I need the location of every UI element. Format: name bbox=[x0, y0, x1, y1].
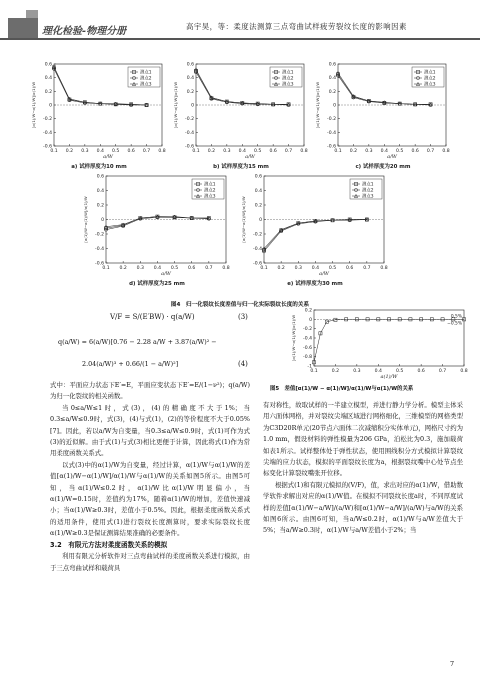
y-tick-label: -0.6 bbox=[43, 144, 52, 150]
y-tick-label: 0.2 bbox=[304, 308, 312, 314]
paragraph-figure5-analysis: 以式(3)中的α(1)/W为自变量，经过计算，α(1)/W与α(1)/W的差值[α(1)/W−α(1)/W]/α(1)/W与α(1)/W的关系如图5所示。由图5可知，当α(1)/W≤0.2时，α(1)/W比α(1)/W明显偏小，当α(1)/W=0.15时，差值约为17%，随着α(1)/W的增加，差值快速减小；当α(1)/W≥0.3时，差值小于0.5%。因此，根据柔度函数关系式的适用条件，使用式(1)进行裂纹长度测算时，要求实际裂纹长度α(1)/W≥0.3是保证测算结果准确的必要条件。 bbox=[50, 460, 250, 538]
y-tick-label: -0.6 bbox=[95, 261, 104, 267]
x-tick-label: 0.2 bbox=[331, 369, 340, 374]
y-tick-label: 0.2 bbox=[186, 89, 194, 95]
y-axis-label: [α(1)/W−α(1)/W]/α(1)/W bbox=[241, 196, 246, 243]
x-tick-label: 0.7 bbox=[205, 266, 213, 271]
paragraph-accuracy: 当0≤a/W≤1时，式(3)，(4)的精确度不大于1%；当0.3≤a/W≤0.9时，式(3)，(4)与式(1)，(2)的等价程度不大于0.05%[7]。因此，若以a/W为自变量，当0.3≤a/W≤0.9时，式(1)可作为式(3)的近似解。由于式(1)与式(3)相比更便于计算，因此将式(1)作为常用柔度函数关系式。 bbox=[50, 403, 250, 458]
series-line bbox=[264, 220, 367, 249]
x-tick-label: 0.1 bbox=[102, 266, 110, 271]
x-tick-label: 0.1 bbox=[50, 149, 58, 154]
y-tick-label: 0 bbox=[101, 218, 104, 223]
x-axis-label: a/W bbox=[245, 154, 255, 160]
x-tick-label: 0.4 bbox=[153, 266, 162, 271]
y-tick-label: 0.6 bbox=[254, 174, 262, 180]
x-tick-label: 0.4 bbox=[311, 266, 320, 271]
left-column bbox=[50, 380, 250, 574]
y-tick-label: 0.4 bbox=[96, 189, 104, 194]
subplot-title: a) 试样厚度为10 mm bbox=[71, 164, 127, 170]
x-tick-label: 0.6 bbox=[188, 266, 196, 271]
subplot-title: c) 试样厚度为20 mm bbox=[355, 164, 411, 170]
y-axis-label: [α(1)/W−α(1)/W]/α(1)/W bbox=[83, 196, 88, 243]
y-tick-label: -0.2 bbox=[253, 232, 262, 238]
legend-label: 测点1 bbox=[140, 70, 152, 76]
figure5-caption: 图5 差值[α(1)/W − α(1)/W]/α(1)/W与α(1)/W的关系 bbox=[270, 386, 414, 392]
x-axis-label: a/W bbox=[161, 271, 171, 277]
tolerance-annotation: −0.5% bbox=[447, 321, 462, 327]
series-line bbox=[264, 220, 367, 252]
series-line bbox=[314, 319, 464, 362]
x-tick-label: 0.1 bbox=[260, 266, 268, 271]
y-axis-label: [α(1)/W−α(1)/W]/α(1)/W bbox=[315, 81, 320, 129]
legend-label: 测点2 bbox=[204, 188, 216, 194]
subplot-title: e) 试样厚度为30 mm bbox=[287, 281, 343, 287]
x-tick-label: 0.5 bbox=[328, 266, 337, 271]
paragraph-eq-definition: 式中：平面应力状态下E′=E，平面应变状态下E′=E/(1−ν²)；q(a/W)为归一化裂纹的相关函数。 bbox=[50, 381, 250, 401]
section-heading: 3.2 有限元方法对柔度函数关系的模拟 bbox=[50, 540, 168, 549]
x-tick-label: 0.1 bbox=[334, 149, 342, 154]
x-tick-label: 0.5 bbox=[170, 266, 179, 271]
y-tick-label: 0.4 bbox=[328, 76, 336, 82]
equation-4-line2: 2.04(a/W)³ + 0.66/(1 − a/W)²] bbox=[82, 360, 179, 368]
running-title: 高宇昊，等：柔度法测算三点弯曲试样疲劳裂纹长度的影响因素 bbox=[186, 22, 407, 31]
legend-label: 测点1 bbox=[424, 70, 436, 76]
y-tick-label: 0.4 bbox=[254, 189, 262, 194]
equation-4-line1: q(a/W) = 6(a/W)[0.76 − 2.28 a/W + 3.87(a/W)² − bbox=[58, 338, 217, 346]
y-tick-label: -0.6 bbox=[185, 144, 194, 150]
y-tick-label: -0.4 bbox=[303, 336, 312, 342]
chart-b bbox=[172, 60, 310, 170]
x-tick-label: 0.8 bbox=[300, 149, 308, 154]
y-tick-label: -0.2 bbox=[185, 117, 194, 123]
y-tick-label: 0 bbox=[259, 218, 262, 223]
y-tick-label: -0.4 bbox=[43, 130, 52, 136]
chart-c bbox=[314, 60, 452, 170]
x-tick-label: 0.6 bbox=[127, 149, 135, 154]
x-tick-label: 0.2 bbox=[119, 266, 127, 271]
y-tick-label: -0.4 bbox=[253, 247, 262, 252]
x-tick-label: 0.3 bbox=[294, 266, 302, 271]
y-axis-label: [α(1)/W−α(1)/W]/α(1)/W bbox=[291, 314, 296, 362]
right-column bbox=[263, 400, 463, 537]
y-tick-label: -0.4 bbox=[327, 130, 336, 136]
x-tick-label: 0.3 bbox=[223, 149, 231, 154]
x-tick-label: 0.7 bbox=[426, 149, 435, 154]
legend-label: 测点1 bbox=[204, 182, 216, 188]
y-axis-label: [α(1)/W−α(1)/W]/α(1)/W bbox=[31, 81, 36, 129]
equation-3-body: V/F = S/(E′BW) · q(a/W) bbox=[110, 313, 195, 321]
x-tick-label: 0.8 bbox=[158, 149, 166, 154]
x-tick-label: 0.1 bbox=[192, 149, 200, 154]
y-tick-label: 0.6 bbox=[328, 62, 336, 68]
x-tick-label: 0.5 bbox=[112, 149, 120, 154]
x-tick-label: 0.2 bbox=[277, 266, 285, 271]
y-tick-label: 0.2 bbox=[328, 89, 336, 95]
y-tick-label: -0.2 bbox=[327, 117, 336, 123]
equation-4-number: (4) bbox=[238, 360, 248, 368]
equation-3 bbox=[110, 313, 195, 321]
x-tick-label: 0.8 bbox=[222, 266, 230, 271]
subplot-title: b) 试样厚度为15 mm bbox=[213, 164, 269, 170]
legend-label: 测点2 bbox=[282, 76, 294, 82]
legend-label: 测点3 bbox=[424, 82, 436, 88]
x-tick-label: 0.7 bbox=[363, 266, 371, 271]
x-tick-label: 0.7 bbox=[284, 149, 293, 154]
y-tick-label: -0.4 bbox=[95, 247, 104, 252]
paragraph-fem-intro: 利用有限元分析软件对三点弯曲试样的柔度函数关系进行模拟，由于三点弯曲试样和载荷具 bbox=[50, 552, 250, 572]
x-tick-label: 0.2 bbox=[65, 149, 74, 154]
y-tick-label: 0.4 bbox=[44, 76, 52, 82]
paragraph-model: 有对称性，故取试样的一半建立模型，并进行静力学分析。模型主体采用六面体网格，并对裂纹尖端区域进行网格细化，三维模型的网格类型为C3D20R单元(20节点六面体二次减缩积分实体单元)，网格尺寸约为1.0 mm，假设材料的弹性模量为206 GPa，泊松比为0.3，施加载荷如表1所示。试样整体处于弹性状态，使用围线积分方式模拟计算裂纹尖端的应力状态，模拟的平面裂纹长度为a，根据裂纹嘴中心处节点坐标变化计算裂纹嘴张开位移。 bbox=[263, 401, 463, 478]
x-tick-label: 0.8 bbox=[442, 149, 450, 154]
y-tick-label: 0.2 bbox=[254, 203, 262, 209]
y-tick-label: -0.6 bbox=[327, 144, 336, 150]
figure4-caption: 图4 归一化裂纹长度差值与归一化实际裂纹长度的关系 bbox=[170, 302, 310, 308]
y-tick-label: 0.6 bbox=[186, 62, 194, 68]
x-tick-label: 0.3 bbox=[353, 369, 361, 374]
x-tick-label: 0.6 bbox=[411, 149, 419, 154]
y-tick-label: 0.2 bbox=[96, 203, 104, 209]
legend-label: 测点2 bbox=[362, 188, 374, 194]
x-tick-label: 0.2 bbox=[207, 149, 216, 154]
chart-d bbox=[82, 172, 232, 287]
legend-label: 测点2 bbox=[140, 76, 152, 82]
y-tick-label: 0 bbox=[333, 103, 336, 109]
chart-a bbox=[30, 60, 168, 170]
x-axis-label: a(1)/W bbox=[380, 374, 398, 380]
y-tick-label: 0.6 bbox=[44, 62, 52, 68]
y-tick-label: -0.6 bbox=[303, 345, 312, 351]
x-tick-label: 0.8 bbox=[460, 369, 468, 374]
y-tick-label: -0.2 bbox=[303, 327, 312, 333]
x-tick-label: 0.3 bbox=[81, 149, 89, 154]
paragraph-figure6: 根据式(1)和有限元模拟的(V/F)，值，求出对应的α(1)/W，借助数学软件求解出对应的α(1)/W值。在模拟不同裂纹长度a时，不同厚度试样的差值[α(1)/W−a/W]/(a/W)和[α(1)/W−a/W]/(a/W)与a/W的关系如图6所示。由图6可知，当a/W≤0.2时，α(1)/W与a/W差值大于5%；当a/W≥0.3时，α(1)/W与a/W差值小于2%；当 bbox=[263, 480, 463, 535]
y-tick-label: 0.2 bbox=[44, 89, 52, 95]
legend-label: 测点1 bbox=[282, 70, 294, 76]
x-tick-label: 0.3 bbox=[136, 266, 144, 271]
x-tick-label: 0.3 bbox=[365, 149, 373, 154]
x-tick-label: 0.4 bbox=[96, 149, 104, 154]
x-tick-label: 0.4 bbox=[380, 149, 388, 154]
x-axis-label: a/W bbox=[103, 154, 113, 160]
legend-label: 测点1 bbox=[362, 182, 374, 188]
chart-e bbox=[240, 172, 390, 287]
x-tick-label: 0.6 bbox=[269, 149, 277, 154]
y-tick-label: -0.2 bbox=[43, 117, 52, 123]
y-tick-label: 0.6 bbox=[96, 174, 104, 180]
x-axis-label: a/W bbox=[387, 154, 397, 160]
equation-3-number: (3) bbox=[238, 313, 248, 321]
legend-label: 测点3 bbox=[204, 194, 216, 200]
series-line bbox=[264, 220, 367, 250]
y-tick-label: -0.4 bbox=[185, 130, 194, 136]
x-tick-label: 0.5 bbox=[396, 149, 404, 154]
y-tick-label: -0.8 bbox=[303, 355, 312, 361]
x-tick-label: 0.6 bbox=[346, 266, 354, 271]
x-tick-label: 0.6 bbox=[417, 369, 425, 374]
legend-label: 测点3 bbox=[282, 82, 294, 88]
subplot-title: d) 试样厚度为25 mm bbox=[129, 281, 185, 287]
logo-mark bbox=[8, 18, 38, 40]
header-rule bbox=[0, 38, 480, 40]
legend-label: 测点3 bbox=[362, 194, 374, 200]
x-tick-label: 0.7 bbox=[438, 369, 447, 374]
tolerance-annotation: 0.5% bbox=[450, 314, 462, 320]
x-tick-label: 0.5 bbox=[254, 149, 262, 154]
x-tick-label: 0.5 bbox=[396, 369, 404, 374]
y-tick-label: 0 bbox=[49, 103, 52, 109]
x-tick-label: 0.7 bbox=[142, 149, 151, 154]
chart-figure5 bbox=[290, 306, 470, 382]
x-tick-label: 0.4 bbox=[238, 149, 246, 154]
x-axis-label: a/W bbox=[319, 271, 329, 277]
y-tick-label: -0.2 bbox=[95, 232, 104, 238]
legend-label: 测点2 bbox=[424, 76, 436, 82]
legend-label: 测点3 bbox=[140, 82, 152, 88]
y-tick-label: 0 bbox=[309, 317, 312, 323]
y-tick-label: -1 bbox=[307, 364, 312, 370]
x-tick-label: 0.8 bbox=[380, 266, 388, 271]
y-axis-label: [α(1)/W−α(1)/W]/α(1)/W bbox=[173, 81, 178, 129]
y-tick-label: 0 bbox=[191, 103, 194, 109]
x-tick-label: 0.4 bbox=[374, 369, 382, 374]
page-header bbox=[0, 0, 480, 42]
y-tick-label: -0.6 bbox=[253, 261, 262, 267]
y-tick-label: 0.4 bbox=[186, 76, 194, 82]
x-tick-label: 0.1 bbox=[310, 369, 318, 374]
page-number: 7 bbox=[450, 660, 455, 668]
x-tick-label: 0.2 bbox=[349, 149, 358, 154]
journal-name: 理化检验-物理分册 bbox=[42, 26, 127, 37]
